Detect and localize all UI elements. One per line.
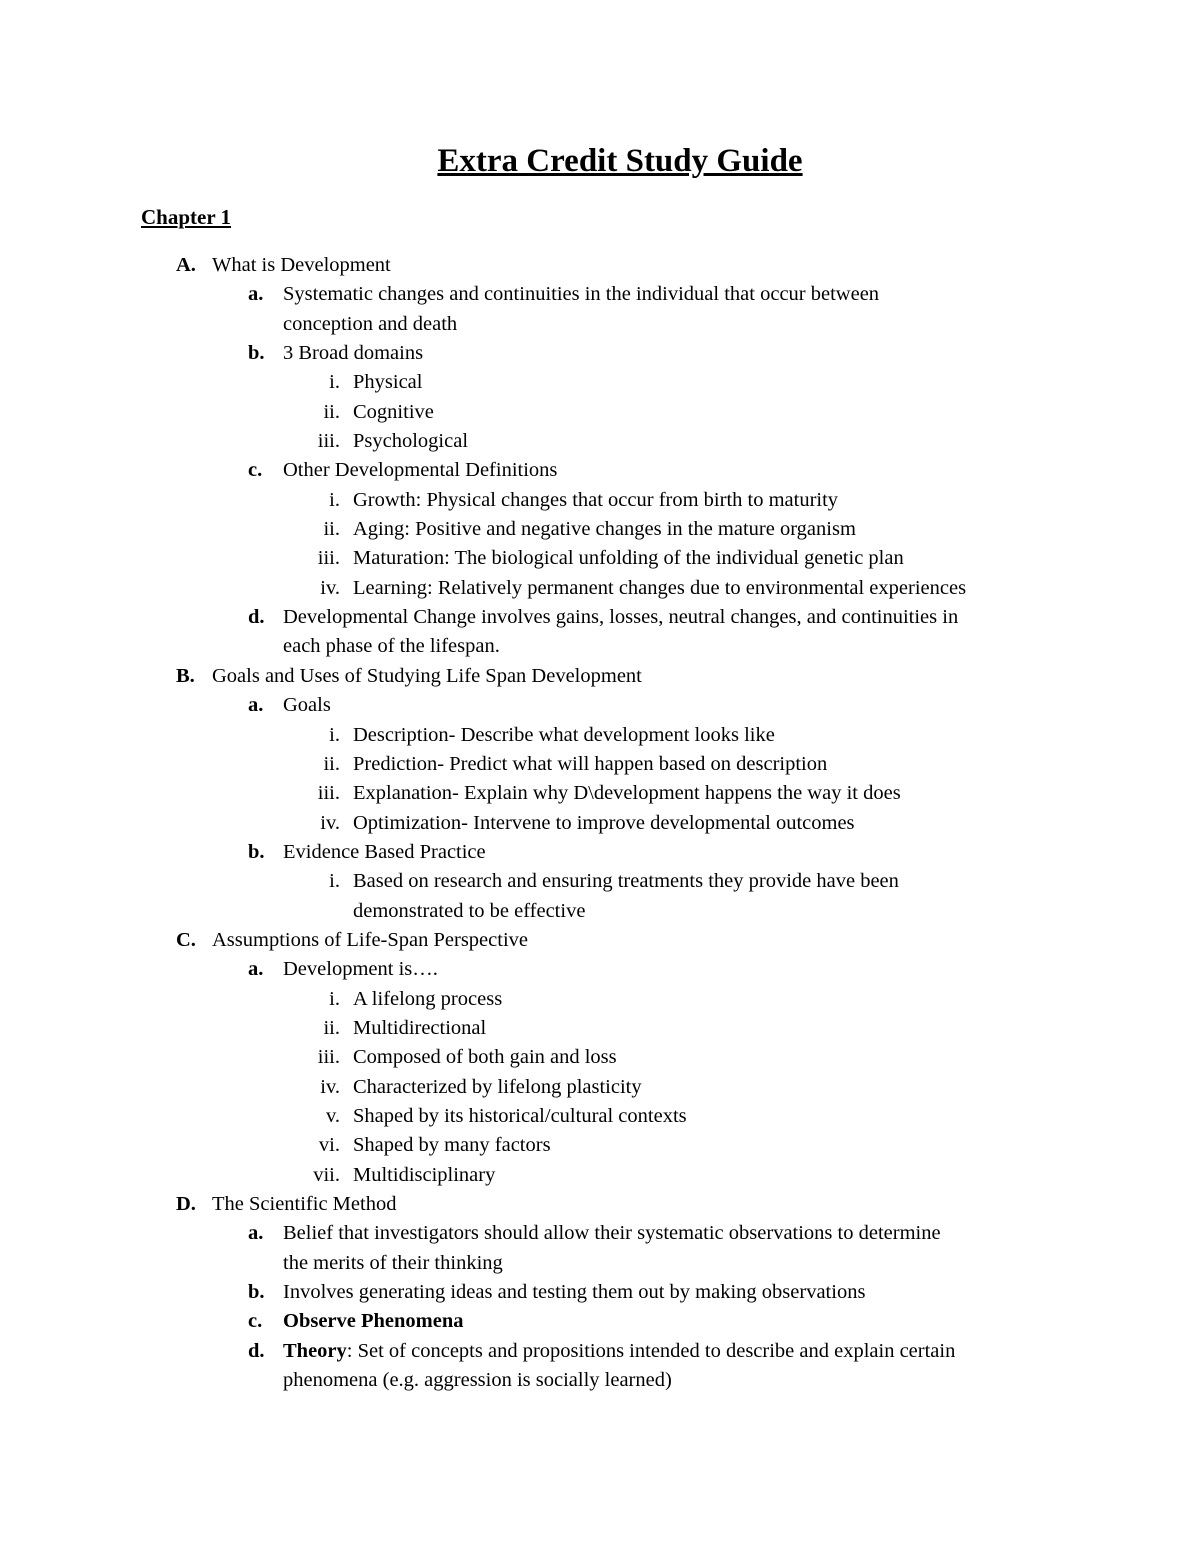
outline-item <box>0 427 1200 456</box>
item-text: Based on research and ensuring treatments they provide have been <box>353 870 899 893</box>
subsection-text: 3 Broad domains <box>283 342 424 365</box>
subsection-marker: d. <box>248 1339 265 1362</box>
subsection-text: Involves generating ideas and testing them out by making observations <box>283 1281 866 1304</box>
item-text: Aging: Positive and negative changes in the mature organism <box>353 518 856 541</box>
item-marker: i. <box>329 371 340 394</box>
outline-item <box>0 1278 1200 1307</box>
outline-item <box>0 544 1200 573</box>
outline-item <box>0 750 1200 779</box>
outline-item <box>0 985 1200 1014</box>
outline-item <box>0 1161 1200 1190</box>
outline-item <box>0 456 1200 485</box>
section-d-heading <box>0 1190 1200 1219</box>
outline-item-continuation <box>0 1249 1200 1278</box>
subsection-marker: c. <box>248 459 263 482</box>
outline-item-continuation <box>0 1366 1200 1395</box>
item-marker: iii. <box>317 547 340 570</box>
section-title: Goals and Uses of Studying Life Span Development <box>212 664 642 687</box>
item-marker: iii. <box>317 430 340 453</box>
item-marker: vii. <box>313 1163 340 1186</box>
section-title: The Scientific Method <box>212 1193 397 1215</box>
outline-item <box>0 574 1200 603</box>
item-text: Growth: Physical changes that occur from birth to maturity <box>353 488 839 511</box>
outline-item <box>0 867 1200 896</box>
item-marker: iv. <box>320 1075 340 1098</box>
subsection-marker: d. <box>248 606 265 629</box>
item-text: Composed of both gain and loss <box>353 1046 617 1069</box>
item-marker: i. <box>329 870 340 893</box>
item-marker: v. <box>325 1104 340 1127</box>
outline-item <box>0 515 1200 544</box>
outline-item <box>0 1219 1200 1248</box>
item-text: A lifelong process <box>353 987 503 1010</box>
item-marker: iv. <box>320 811 340 834</box>
item-text: demonstrated to be effective <box>353 899 586 922</box>
subsection-text: Developmental Change involves gains, losses, neutral changes, and continuities in <box>283 606 959 629</box>
subsection-marker: c. <box>248 1310 263 1333</box>
section-marker: B. <box>176 664 195 687</box>
outline-item <box>0 486 1200 515</box>
item-text: Shaped by many factors <box>353 1134 551 1157</box>
item-marker: ii. <box>323 752 340 775</box>
definition: : Set of concepts and propositions intended to describe and explain certain <box>346 1339 956 1362</box>
outline-item <box>0 1307 1200 1336</box>
item-text: Multidisciplinary <box>353 1163 496 1186</box>
subsection-text: Development is…. <box>283 958 438 981</box>
item-marker: iii. <box>317 782 340 805</box>
subsection-marker: a. <box>248 694 264 717</box>
chapter-heading: Chapter 1 <box>141 205 232 229</box>
section-title: Assumptions of Life-Span Perspective <box>212 928 528 951</box>
item-marker: ii. <box>323 400 340 423</box>
item-text: Cognitive <box>353 400 434 423</box>
item-marker: ii. <box>323 1016 340 1039</box>
outline-item <box>0 339 1200 368</box>
subsection-marker: b. <box>248 342 265 365</box>
item-marker: vi. <box>318 1134 340 1157</box>
section-marker: D. <box>176 1193 196 1215</box>
outline-item-continuation <box>0 897 1200 926</box>
subsection-text: phenomena (e.g. aggression is socially learned) <box>283 1369 672 1392</box>
item-marker: i. <box>329 987 340 1010</box>
outline-item <box>0 280 1200 309</box>
section-b-heading <box>0 662 1200 691</box>
outline-item <box>0 1337 1200 1366</box>
item-marker: iii. <box>317 1046 340 1069</box>
subsection-text: Belief that investigators should allow their systematic observations to determine <box>283 1222 941 1245</box>
outline-item <box>0 1014 1200 1043</box>
subsection-text <box>283 1337 955 1366</box>
outline-item <box>0 809 1200 838</box>
item-marker: ii. <box>323 518 340 541</box>
item-text: Explanation- Explain why D\development happens the way it does <box>353 782 901 805</box>
document-title: Extra Credit Study Guide <box>437 143 803 179</box>
term: Theory <box>283 1339 347 1362</box>
section-marker: A. <box>176 254 196 276</box>
item-text: Multidirectional <box>353 1016 487 1039</box>
section-title: What is Development <box>212 254 391 276</box>
outline-item <box>0 1073 1200 1102</box>
section-marker: C. <box>176 928 196 951</box>
section-a-heading <box>0 251 1200 280</box>
subsection-text: Evidence Based Practice <box>283 840 486 863</box>
item-text: Characterized by lifelong plasticity <box>353 1075 642 1098</box>
item-marker: i. <box>329 488 340 511</box>
subsection-text: the merits of their thinking <box>283 1251 503 1274</box>
outline-item <box>0 955 1200 984</box>
outline-item <box>0 1043 1200 1072</box>
subsection-text: each phase of the lifespan. <box>283 635 500 658</box>
item-text: Shaped by its historical/cultural contexts <box>353 1104 687 1127</box>
outline-item <box>0 691 1200 720</box>
outline-item-continuation <box>0 632 1200 661</box>
subsection-marker: a. <box>248 283 264 306</box>
item-text: Optimization- Intervene to improve developmental outcomes <box>353 811 855 834</box>
subsection-marker: b. <box>248 1281 265 1304</box>
section-c-heading <box>0 926 1200 955</box>
outline-item <box>0 779 1200 808</box>
subsection-marker: b. <box>248 840 265 863</box>
study-outline <box>0 251 1200 1395</box>
item-text: Physical <box>353 371 423 394</box>
outline-item <box>0 398 1200 427</box>
subsection-text: Other Developmental Definitions <box>283 459 558 482</box>
subsection-marker: a. <box>248 1222 264 1245</box>
subsection-text: Goals <box>283 694 331 717</box>
subsection-text: Observe Phenomena <box>283 1310 464 1333</box>
outline-item <box>0 603 1200 632</box>
item-text: Maturation: The biological unfolding of the individual genetic plan <box>353 547 904 570</box>
item-text: Prediction- Predict what will happen based on description <box>353 752 828 775</box>
subsection-marker: a. <box>248 958 264 981</box>
subsection-text: Systematic changes and continuities in the individual that occur between <box>283 283 880 306</box>
outline-item <box>0 721 1200 750</box>
subsection-text: conception and death <box>283 312 458 335</box>
outline-item <box>0 1131 1200 1160</box>
outline-item <box>0 368 1200 397</box>
outline-item-continuation <box>0 310 1200 339</box>
item-text: Description- Describe what development looks like <box>353 723 775 746</box>
item-text: Learning: Relatively permanent changes due to environmental experiences <box>353 576 967 599</box>
item-marker: i. <box>329 723 340 746</box>
item-marker: iv. <box>320 576 340 599</box>
item-text: Psychological <box>353 430 469 453</box>
outline-item <box>0 1102 1200 1131</box>
outline-item <box>0 838 1200 867</box>
